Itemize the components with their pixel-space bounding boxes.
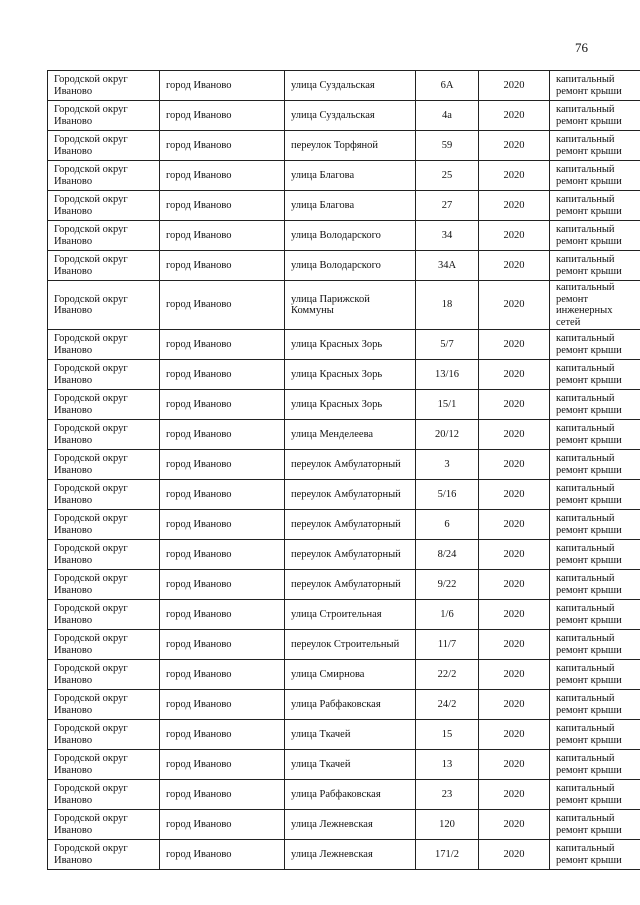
year-cell: 2020 xyxy=(479,630,550,660)
table-row xyxy=(48,101,640,131)
street-cell: улица Володарского xyxy=(285,251,416,281)
work-type-cell: капитальный ремонт крыши xyxy=(550,690,640,720)
work-type-cell: капитальный ремонт крыши xyxy=(550,71,640,101)
area-cell: Городской округ Иваново xyxy=(48,71,160,101)
house-cell: 20/12 xyxy=(416,420,479,450)
street-cell: улица Лежневская xyxy=(285,840,416,870)
street-cell: переулок Амбулаторный xyxy=(285,510,416,540)
work-type-cell: капитальный ремонт крыши xyxy=(550,191,640,221)
year-cell: 2020 xyxy=(479,420,550,450)
year-cell: 2020 xyxy=(479,810,550,840)
city-cell: город Иваново xyxy=(160,101,285,131)
table-row xyxy=(48,630,640,660)
city-cell: город Иваново xyxy=(160,630,285,660)
table-row xyxy=(48,840,640,870)
table-row xyxy=(48,480,640,510)
house-cell: 34 xyxy=(416,221,479,251)
area-cell: Городской округ Иваново xyxy=(48,221,160,251)
street-cell: улица Строительная xyxy=(285,600,416,630)
work-type-cell: капитальный ремонт крыши xyxy=(550,480,640,510)
work-type-cell: капитальный ремонт крыши xyxy=(550,750,640,780)
year-cell: 2020 xyxy=(479,131,550,161)
street-cell: улица Рабфаковская xyxy=(285,780,416,810)
work-type-cell: капитальный ремонт крыши xyxy=(550,570,640,600)
street-cell: переулок Амбулаторный xyxy=(285,480,416,510)
area-cell: Городской округ Иваново xyxy=(48,750,160,780)
house-cell: 27 xyxy=(416,191,479,221)
city-cell: город Иваново xyxy=(160,840,285,870)
table-row xyxy=(48,420,640,450)
street-cell: улица Благова xyxy=(285,191,416,221)
year-cell: 2020 xyxy=(479,780,550,810)
year-cell: 2020 xyxy=(479,570,550,600)
street-cell: улица Смирнова xyxy=(285,660,416,690)
year-cell: 2020 xyxy=(479,71,550,101)
street-cell: улица Суздальская xyxy=(285,101,416,131)
street-cell: улица Парижской Коммуны xyxy=(285,281,416,330)
city-cell: город Иваново xyxy=(160,810,285,840)
house-cell: 23 xyxy=(416,780,479,810)
house-cell: 11/7 xyxy=(416,630,479,660)
area-cell: Городской округ Иваново xyxy=(48,281,160,330)
city-cell: город Иваново xyxy=(160,131,285,161)
table-row xyxy=(48,510,640,540)
house-cell: 1/6 xyxy=(416,600,479,630)
area-cell: Городской округ Иваново xyxy=(48,780,160,810)
area-cell: Городской округ Иваново xyxy=(48,450,160,480)
work-type-cell: капитальный ремонт крыши xyxy=(550,251,640,281)
street-cell: улица Ткачей xyxy=(285,750,416,780)
house-cell: 8/24 xyxy=(416,540,479,570)
table-row xyxy=(48,71,640,101)
area-cell: Городской округ Иваново xyxy=(48,131,160,161)
area-cell: Городской округ Иваново xyxy=(48,101,160,131)
city-cell: город Иваново xyxy=(160,420,285,450)
table-row xyxy=(48,330,640,360)
city-cell: город Иваново xyxy=(160,390,285,420)
city-cell: город Иваново xyxy=(160,750,285,780)
house-cell: 13/16 xyxy=(416,360,479,390)
work-type-cell: капитальный ремонт крыши xyxy=(550,390,640,420)
house-cell: 4а xyxy=(416,101,479,131)
city-cell: город Иваново xyxy=(160,191,285,221)
house-cell: 3 xyxy=(416,450,479,480)
year-cell: 2020 xyxy=(479,251,550,281)
work-type-cell: капитальный ремонт крыши xyxy=(550,101,640,131)
table-row xyxy=(48,780,640,810)
work-type-cell: капитальный ремонт крыши xyxy=(550,540,640,570)
year-cell: 2020 xyxy=(479,221,550,251)
street-cell: улица Рабфаковская xyxy=(285,690,416,720)
year-cell: 2020 xyxy=(479,690,550,720)
house-cell: 15/1 xyxy=(416,390,479,420)
year-cell: 2020 xyxy=(479,390,550,420)
area-cell: Городской округ Иваново xyxy=(48,191,160,221)
city-cell: город Иваново xyxy=(160,510,285,540)
table-row xyxy=(48,161,640,191)
street-cell: улица Ткачей xyxy=(285,720,416,750)
street-cell: улица Лежневская xyxy=(285,810,416,840)
work-type-cell: капитальный ремонт крыши xyxy=(550,630,640,660)
area-cell: Городской округ Иваново xyxy=(48,690,160,720)
area-cell: Городской округ Иваново xyxy=(48,330,160,360)
house-cell: 6 xyxy=(416,510,479,540)
year-cell: 2020 xyxy=(479,660,550,690)
city-cell: город Иваново xyxy=(160,690,285,720)
area-cell: Городской округ Иваново xyxy=(48,390,160,420)
table-row xyxy=(48,191,640,221)
house-cell: 13 xyxy=(416,750,479,780)
area-cell: Городской округ Иваново xyxy=(48,540,160,570)
house-cell: 171/2 xyxy=(416,840,479,870)
city-cell: город Иваново xyxy=(160,281,285,330)
house-cell: 5/7 xyxy=(416,330,479,360)
table-row xyxy=(48,390,640,420)
table-row xyxy=(48,221,640,251)
house-cell: 25 xyxy=(416,161,479,191)
table-row xyxy=(48,690,640,720)
area-cell: Городской округ Иваново xyxy=(48,420,160,450)
year-cell: 2020 xyxy=(479,330,550,360)
city-cell: город Иваново xyxy=(160,71,285,101)
table-row xyxy=(48,450,640,480)
house-cell: 15 xyxy=(416,720,479,750)
street-cell: переулок Амбулаторный xyxy=(285,450,416,480)
city-cell: город Иваново xyxy=(160,600,285,630)
table-row xyxy=(48,251,640,281)
work-type-cell: капитальный ремонт крыши xyxy=(550,221,640,251)
street-cell: переулок Амбулаторный xyxy=(285,540,416,570)
table-row xyxy=(48,600,640,630)
work-type-cell: капитальный ремонт крыши xyxy=(550,420,640,450)
work-type-cell: капитальный ремонт инженерных сетей xyxy=(550,281,640,330)
city-cell: город Иваново xyxy=(160,450,285,480)
street-cell: улица Менделеева xyxy=(285,420,416,450)
work-type-cell: капитальный ремонт крыши xyxy=(550,360,640,390)
area-cell: Городской округ Иваново xyxy=(48,720,160,750)
house-cell: 59 xyxy=(416,131,479,161)
street-cell: улица Володарского xyxy=(285,221,416,251)
street-cell: улица Красных Зорь xyxy=(285,360,416,390)
work-type-cell: капитальный ремонт крыши xyxy=(550,131,640,161)
area-cell: Городской округ Иваново xyxy=(48,360,160,390)
house-cell: 22/2 xyxy=(416,660,479,690)
work-type-cell: капитальный ремонт крыши xyxy=(550,450,640,480)
work-type-cell: капитальный ремонт крыши xyxy=(550,660,640,690)
year-cell: 2020 xyxy=(479,540,550,570)
city-cell: город Иваново xyxy=(160,161,285,191)
city-cell: город Иваново xyxy=(160,360,285,390)
table-row xyxy=(48,360,640,390)
area-cell: Городской округ Иваново xyxy=(48,570,160,600)
area-cell: Городской округ Иваново xyxy=(48,251,160,281)
work-type-cell: капитальный ремонт крыши xyxy=(550,600,640,630)
table-row xyxy=(48,131,640,161)
year-cell: 2020 xyxy=(479,510,550,540)
street-cell: улица Благова xyxy=(285,161,416,191)
year-cell: 2020 xyxy=(479,600,550,630)
house-cell: 6А xyxy=(416,71,479,101)
street-cell: улица Красных Зорь xyxy=(285,330,416,360)
city-cell: город Иваново xyxy=(160,540,285,570)
street-cell: улица Красных Зорь xyxy=(285,390,416,420)
table-row xyxy=(48,281,640,330)
area-cell: Городской округ Иваново xyxy=(48,840,160,870)
area-cell: Городской округ Иваново xyxy=(48,600,160,630)
work-type-cell: капитальный ремонт крыши xyxy=(550,330,640,360)
work-type-cell: капитальный ремонт крыши xyxy=(550,780,640,810)
table-body xyxy=(48,71,640,870)
year-cell: 2020 xyxy=(479,480,550,510)
work-type-cell: капитальный ремонт крыши xyxy=(550,510,640,540)
year-cell: 2020 xyxy=(479,191,550,221)
year-cell: 2020 xyxy=(479,720,550,750)
year-cell: 2020 xyxy=(479,161,550,191)
year-cell: 2020 xyxy=(479,450,550,480)
city-cell: город Иваново xyxy=(160,480,285,510)
work-type-cell: капитальный ремонт крыши xyxy=(550,840,640,870)
table-row xyxy=(48,720,640,750)
house-cell: 120 xyxy=(416,810,479,840)
year-cell: 2020 xyxy=(479,360,550,390)
table-row xyxy=(48,540,640,570)
area-cell: Городской округ Иваново xyxy=(48,660,160,690)
street-cell: переулок Торфяной xyxy=(285,131,416,161)
area-cell: Городской округ Иваново xyxy=(48,510,160,540)
house-cell: 34А xyxy=(416,251,479,281)
street-cell: улица Суздальская xyxy=(285,71,416,101)
street-cell: переулок Строительный xyxy=(285,630,416,660)
area-cell: Городской округ Иваново xyxy=(48,161,160,191)
house-cell: 9/22 xyxy=(416,570,479,600)
area-cell: Городской округ Иваново xyxy=(48,810,160,840)
city-cell: город Иваново xyxy=(160,720,285,750)
table-row xyxy=(48,810,640,840)
area-cell: Городской округ Иваново xyxy=(48,480,160,510)
work-type-cell: капитальный ремонт крыши xyxy=(550,161,640,191)
house-cell: 18 xyxy=(416,281,479,330)
city-cell: город Иваново xyxy=(160,660,285,690)
area-cell: Городской округ Иваново xyxy=(48,630,160,660)
street-cell: переулок Амбулаторный xyxy=(285,570,416,600)
year-cell: 2020 xyxy=(479,281,550,330)
city-cell: город Иваново xyxy=(160,780,285,810)
work-type-cell: капитальный ремонт крыши xyxy=(550,810,640,840)
year-cell: 2020 xyxy=(479,101,550,131)
city-cell: город Иваново xyxy=(160,251,285,281)
year-cell: 2020 xyxy=(479,840,550,870)
house-cell: 5/16 xyxy=(416,480,479,510)
city-cell: город Иваново xyxy=(160,330,285,360)
year-cell: 2020 xyxy=(479,750,550,780)
city-cell: город Иваново xyxy=(160,570,285,600)
city-cell: город Иваново xyxy=(160,221,285,251)
work-type-cell: капитальный ремонт крыши xyxy=(550,720,640,750)
table-row xyxy=(48,660,640,690)
page-number: 76 xyxy=(575,40,588,55)
table-row xyxy=(48,750,640,780)
house-cell: 24/2 xyxy=(416,690,479,720)
repair-registry-table xyxy=(47,70,640,870)
table-row xyxy=(48,570,640,600)
